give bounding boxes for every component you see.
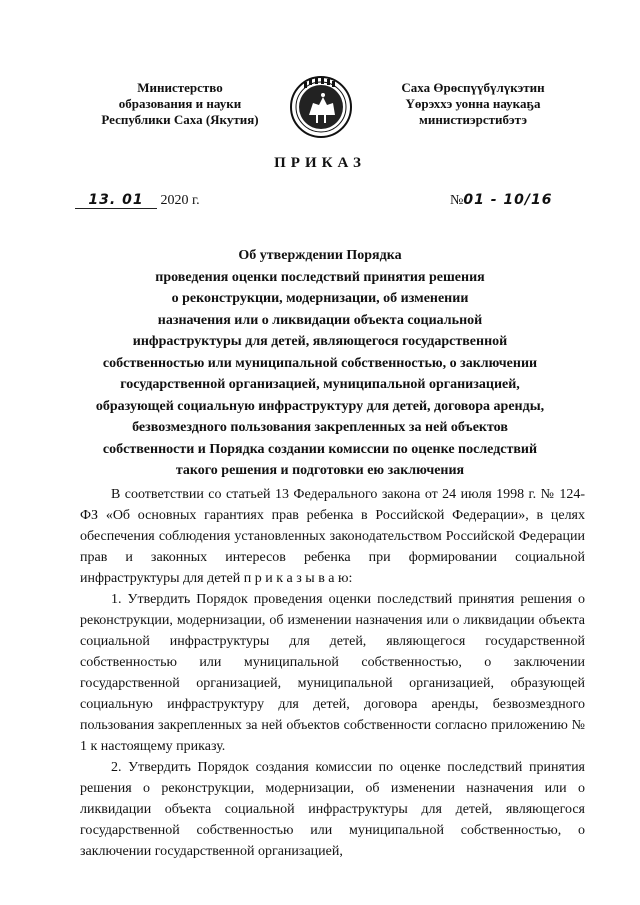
clause-2-paragraph: 2. Утвердить Порядок создания комиссии по оценке последствий принятия решения о реконструкции, модернизации, об изменении назначения или о ликвидации объекта социальной инфраструктуры для детей, являющегося государственной собственностью или муниципальной собственностью, о заключении государственной организацией,: [80, 760, 585, 859]
ministry-name-sakha-line: Үөрэххэ уонна наукаҕа: [405, 96, 541, 111]
date-year: 2020 г.: [160, 193, 200, 208]
order-body: [80, 484, 585, 862]
clause-1-paragraph: 1. Утвердить Порядок проведения оценки последствий принятия решения о реконструкции, модернизации, об изменении назначения или о ликвидации объекта социальной инфраструктуры для детей, являющегося государственной собственностью или муниципальной собственностью, о заключении государственной организацией, муниципальной организацией, образующей социальную инфраструктуру для детей, договора аренды, безвозмездного пользования закрепленных за ней объектов собственности согласно приложению № 1 к настоящему приказу.: [80, 592, 585, 754]
title-line: проведения оценки последствий принятия решения: [155, 269, 485, 285]
ministry-name-ru-line: Министерство: [137, 80, 223, 95]
ministry-name-ru-line: образования и науки: [118, 96, 242, 111]
number-sign: №: [450, 193, 464, 208]
coat-of-arms-icon: [289, 75, 353, 139]
title-line: о реконструкции, модернизации, об изменении: [171, 291, 469, 306]
title-line: государственной организацией, муниципальной организацией,: [120, 377, 520, 392]
handwritten-date: 13. 01: [75, 192, 157, 209]
ministry-name-sakha-line: Саха Өрөспүүбүлүкэтин: [401, 80, 545, 95]
preamble-paragraph: В соответствии со статьей 13 Федерального закона от 24 июля 1998 г. № 124-ФЗ «Об основных гарантиях прав ребенка в Российской Федерации», в целях обеспечения соблюдения установленных законодательством Российской Федерации прав и законных интересов ребенка при формировании социальной инфраструктуры для детей п р и к а з ы в а ю:: [80, 487, 585, 586]
title-line: собственности и Порядка создании комиссии по оценке последствий: [102, 441, 538, 457]
title-line: образующей социальную инфраструктуру для детей, договора аренды,: [95, 398, 545, 414]
ministry-name-ru-line: Республики Саха (Якутия): [101, 112, 259, 127]
order-date: [75, 192, 200, 209]
document-type-heading: ПРИКАЗ: [274, 155, 366, 171]
order-title: [90, 245, 550, 482]
ministry-name-ru: [90, 80, 270, 128]
title-line: безвозмездного пользования закрепленных за ней объектов: [132, 420, 508, 435]
title-line: Об утверждении Порядка: [238, 248, 402, 263]
title-line: инфраструктуры для детей, являющегося государственной: [132, 334, 508, 349]
ministry-name-sakha: [378, 80, 568, 128]
handwritten-number: 01 - 10/16: [463, 192, 553, 208]
title-line: назначения или о ликвидации объекта социальной: [157, 312, 483, 328]
ministry-name-sakha-line: министиэрстибэтэ: [419, 112, 527, 127]
order-number: [450, 192, 552, 209]
title-line: собственностью или муниципальной собственностью, о заключении: [102, 355, 538, 371]
title-line: такого решения и подготовки ею заключения: [175, 463, 465, 478]
